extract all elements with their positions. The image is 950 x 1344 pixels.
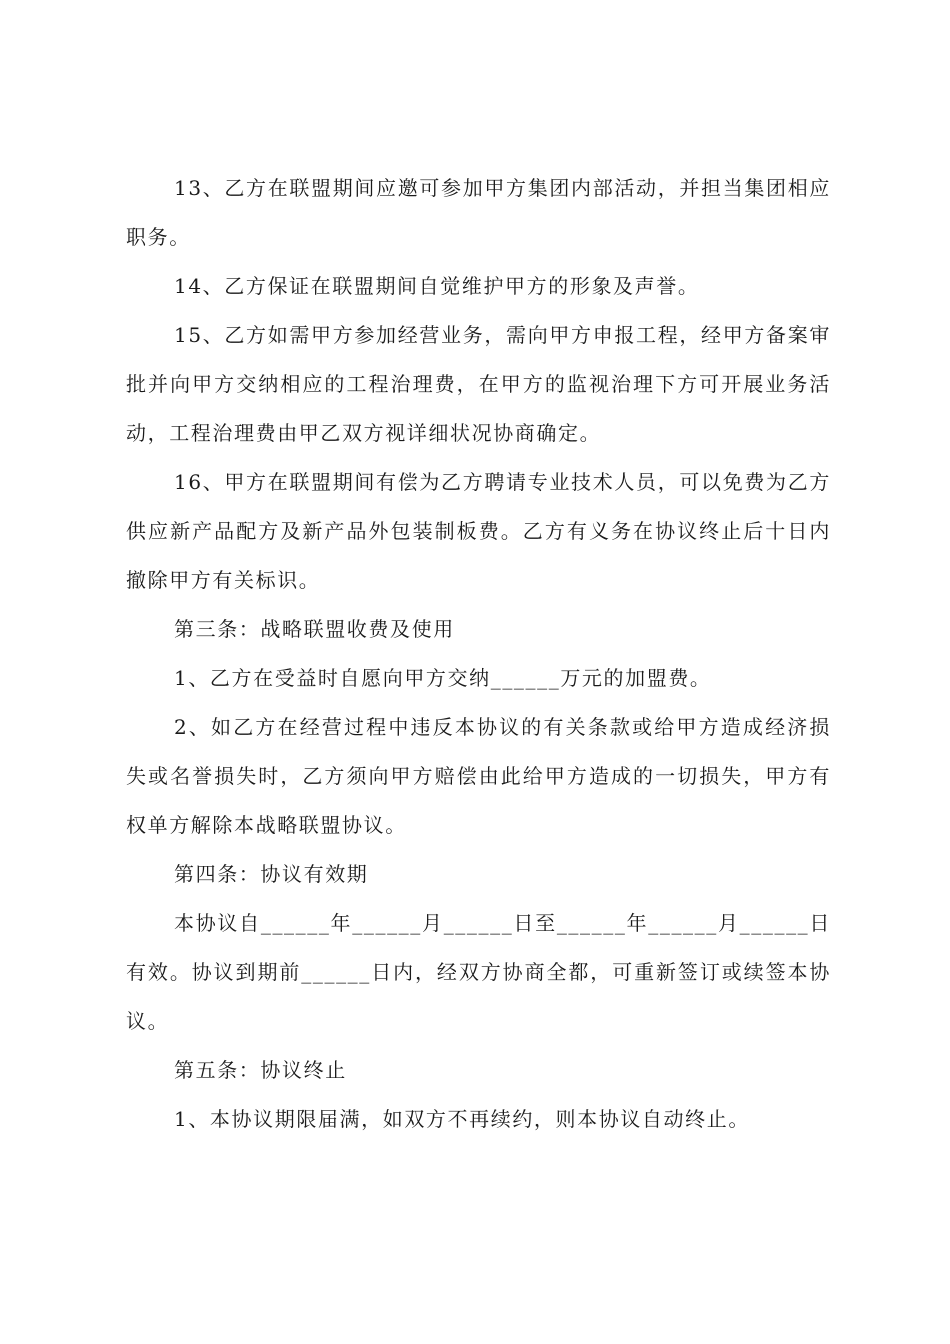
clause-13: 13、乙方在联盟期间应邀可参加甲方集团内部活动，并担当集团相应职务。 [126,176,831,249]
article-5-item-1: 1、本协议期限届满，如双方不再续约，则本协议自动终止。 [174,1107,750,1131]
article-3-heading: 第三条：战略联盟收费及使用 [174,617,455,641]
clause-16: 16、甲方在联盟期间有偿为乙方聘请专业技术人员，可以免费为乙方供应新产品配方及新产品外包装制板费。乙方有义务在协议终止后十日内撤除甲方有关标识。 [126,470,831,592]
document-body [126,164,831,1144]
article-3-item-2: 2、如乙方在经营过程中违反本协议的有关条款或给甲方造成经济损失或名誉损失时，乙方须向甲方赔偿由此给甲方造成的一切损失，甲方有权单方解除本战略联盟协议。 [126,715,831,837]
clause-15: 15、乙方如需甲方参加经营业务，需向甲方申报工程，经甲方备案审批并向甲方交纳相应的工程治理费，在甲方的监视治理下方可开展业务活动，工程治理费由甲乙双方视详细状况协商确定。 [126,323,831,445]
article-5-heading: 第五条：协议终止 [174,1058,347,1082]
article-4-validity: 本协议自______年______月______日至______年______月______日有效。协议到期前______日内，经双方协商全都，可重新签订或续签本协议。 [126,911,831,1033]
article-4-heading: 第四条：协议有效期 [174,862,369,886]
article-3-item-1: 1、乙方在受益时自愿向甲方交纳______万元的加盟费。 [174,666,712,690]
clause-14: 14、乙方保证在联盟期间自觉维护甲方的形象及声誉。 [174,274,700,298]
